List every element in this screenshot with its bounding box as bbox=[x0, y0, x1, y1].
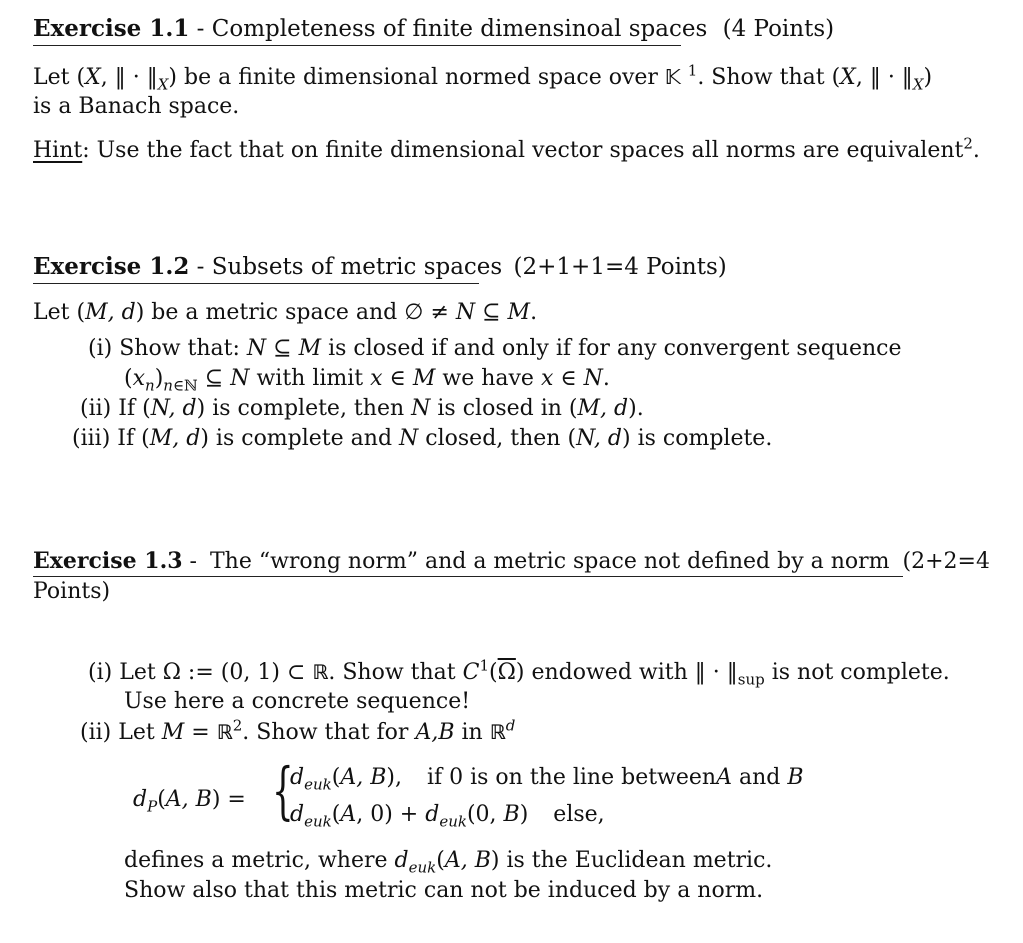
text: is the Euclidean metric. bbox=[506, 848, 773, 873]
exercise-points: (2+2=4 bbox=[902, 549, 990, 574]
text: . Show that bbox=[697, 65, 825, 90]
math: $d_{euk}(A$, $0) + d_{euk}(0$, B) bbox=[290, 802, 529, 831]
math: x ∈ M bbox=[370, 366, 436, 391]
exercise-subtitle: Completeness of finite dimensinoal spaces bbox=[211, 16, 708, 42]
exercise-label: Exercise 1.3 bbox=[33, 548, 183, 574]
text: in bbox=[461, 720, 483, 745]
hint-text: : Use the fact that on finite dimensional vector spaces all norms are equivalent bbox=[82, 138, 964, 163]
math: Ω := (0, 1) ⊂ ℝ bbox=[162, 660, 329, 685]
math-normed-space: (X, ‖ · $‖_X$) bbox=[831, 65, 933, 94]
text: . Show that bbox=[328, 660, 456, 685]
exercise-points: (4 Points) bbox=[722, 16, 835, 42]
exercise-points: (2+1+1=4 Points) bbox=[513, 254, 727, 280]
exercise-1-1-hint: Hint: Use the fact that on finite dimensional vector spaces all norms are equivalent$^2$. bbox=[33, 134, 980, 163]
text: is closed in bbox=[437, 396, 562, 421]
math: $C^1(\overline{\Omega})$ bbox=[462, 656, 525, 685]
exercise-1-2-intro bbox=[33, 298, 537, 328]
text: closed, then bbox=[425, 426, 561, 451]
item-number: (i) bbox=[88, 660, 113, 685]
text: else, bbox=[553, 802, 605, 827]
math: N bbox=[399, 426, 419, 451]
metric-case-2 bbox=[290, 800, 605, 830]
math-normed-space: (X, ‖ · $‖_X$) bbox=[76, 65, 177, 94]
title-underline bbox=[33, 576, 903, 577]
footnote-mark: 2 bbox=[963, 134, 973, 153]
text: endowed with bbox=[531, 660, 688, 685]
exercise-subtitle: The “wrong norm” and a metric space not defined by a norm bbox=[209, 549, 890, 574]
metric-definition-lhs: $d_P(A$, B) = bbox=[133, 787, 246, 816]
math: ℝ$^d$ bbox=[489, 716, 516, 744]
metric-case-1 bbox=[290, 763, 804, 793]
exercise-1-3-item-1-line-2: Use here a concrete sequence! bbox=[124, 689, 471, 714]
title-underline bbox=[33, 283, 479, 284]
text: and bbox=[739, 765, 781, 790]
text: is not complete. bbox=[771, 660, 950, 685]
math: N bbox=[411, 396, 431, 421]
math: A bbox=[716, 765, 732, 790]
left-brace: { bbox=[272, 754, 294, 827]
math: B bbox=[787, 765, 804, 790]
text: Show that: bbox=[119, 336, 240, 361]
exercise-1-2-item-1-line-2 bbox=[124, 364, 610, 394]
title-separator: - bbox=[196, 16, 205, 42]
exercise-label: Exercise 1.2 bbox=[33, 253, 190, 280]
math: M = ℝ$^2$ bbox=[161, 716, 243, 745]
math-field-k: 𝕂 bbox=[664, 65, 681, 89]
math: ‖ · $‖_{sup}$ bbox=[694, 660, 765, 689]
exercise-1-2-item-3 bbox=[72, 424, 772, 454]
title-separator: - bbox=[189, 549, 197, 574]
text: Let bbox=[33, 65, 70, 90]
exercise-1-2-item-1 bbox=[88, 334, 902, 364]
math: (N, d) bbox=[567, 426, 631, 451]
exercise-1-3-title bbox=[33, 546, 990, 577]
math: (M, d) bbox=[76, 300, 145, 325]
text: we have bbox=[442, 366, 534, 391]
text: is closed if and only if for any convergent sequence bbox=[328, 336, 902, 361]
text: with limit bbox=[256, 366, 364, 391]
footnote-mark: 1 bbox=[687, 61, 698, 80]
exercise-1-3-after-line-2: Show also that this metric can not be induced by a norm. bbox=[124, 878, 764, 903]
text: is complete. bbox=[637, 426, 773, 451]
exercise-1-2-item-2 bbox=[80, 394, 644, 424]
item-number: (ii) bbox=[80, 720, 112, 745]
math: $d_{euk}(A$, B), bbox=[290, 765, 402, 794]
exercise-1-3-item-2 bbox=[80, 717, 515, 748]
item-number: (i) bbox=[88, 336, 113, 361]
hint-label: Hint bbox=[33, 138, 83, 163]
text: be a finite dimensional normed space over bbox=[184, 65, 658, 90]
item-number: (ii) bbox=[80, 396, 112, 421]
item-number: (iii) bbox=[72, 426, 111, 451]
text: defines a metric, where bbox=[124, 848, 388, 873]
math: (N, d) bbox=[142, 396, 206, 421]
exercise-1-3-points-cont: Points) bbox=[33, 579, 111, 604]
math: (M, d). bbox=[568, 396, 644, 421]
math: ∅ ≠ N ⊆ M. bbox=[404, 300, 538, 325]
title-underline bbox=[33, 45, 681, 46]
text: is complete, then bbox=[212, 396, 405, 421]
math: (M, d) bbox=[141, 426, 209, 451]
exercise-1-2-title bbox=[33, 252, 727, 282]
math: A,B bbox=[415, 720, 455, 745]
text: Let bbox=[33, 300, 70, 325]
text: is complete and bbox=[215, 426, 393, 451]
exercise-1-3-item-1 bbox=[88, 657, 950, 688]
math: N ⊆ M bbox=[246, 336, 322, 361]
text: if 0 is on the line between bbox=[426, 765, 717, 790]
text: If bbox=[118, 396, 136, 421]
text: Let bbox=[118, 720, 155, 745]
exercise-1-3-after-line-1 bbox=[124, 846, 772, 876]
exercise-subtitle: Subsets of metric spaces bbox=[211, 254, 503, 280]
exercise-1-1-statement-line-1 bbox=[33, 62, 932, 93]
text: be a metric space and bbox=[151, 300, 398, 325]
exercise-1-1-title bbox=[33, 14, 834, 44]
math: $d_{euk}(A$, B) bbox=[394, 848, 500, 877]
exercise-label: Exercise 1.1 bbox=[33, 15, 190, 42]
math: $(x_n)_{n\in ℕ}$ ⊆ N bbox=[124, 366, 250, 395]
text: If bbox=[117, 426, 135, 451]
text: . Show that for bbox=[242, 720, 409, 745]
text: Let bbox=[119, 660, 156, 685]
math: x ∈ N. bbox=[540, 366, 610, 391]
exercise-1-1-statement-line-2: is a Banach space. bbox=[33, 94, 240, 119]
title-separator: - bbox=[196, 254, 205, 280]
